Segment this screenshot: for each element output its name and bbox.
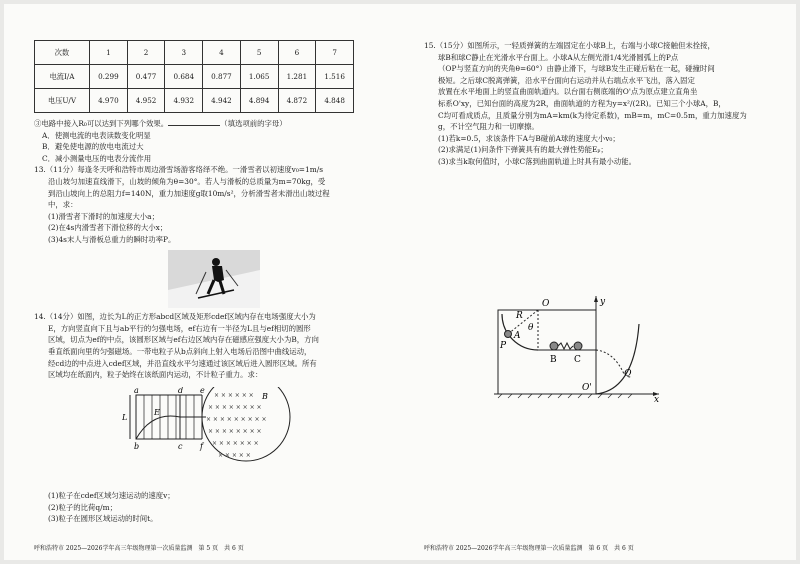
label-E: E [154, 407, 160, 417]
label-b: b [134, 441, 140, 451]
q14-line: 区域，切点为ef的中点，该圆形区域与ef右边区域内存在磁感应强度大小为B，方向 [48, 335, 319, 345]
table-cell: 1.065 [240, 65, 278, 89]
q14-sub: (1)粒子在cdef区域匀速运动的速度v； [48, 491, 175, 501]
q14-line: 经cd边的中点进入cdef区域，并沿直线水平匀速通过该区域后进入圆形区域。所有 [48, 358, 317, 368]
table-cell: 0.299 [90, 65, 128, 89]
q13-sub: (3)4s末人与滑板总重力的瞬时功率P。 [48, 234, 176, 244]
table-cell: 4.942 [203, 89, 241, 113]
left-column [34, 40, 386, 525]
label-B: B [262, 391, 268, 401]
label-x: x [654, 395, 660, 404]
measurement-table [34, 40, 354, 113]
table-cell: 5 [240, 41, 278, 65]
q14-line: 垂直纸面向里的匀强磁场。一带电粒子从b点斜向上射入电场后沿图中曲线运动， [48, 346, 312, 356]
q15-line: 标系O'xy，已知台面的高度为2R，曲面轨道的方程为y=x²/(2R)。已知三个小球A，B， [438, 98, 726, 108]
table-cell: 1.281 [278, 65, 316, 89]
q14-line: 14.（14分）如图，边长为L的正方形abcd区域及矩形cdef区域内存在电场强度大小为 [34, 312, 316, 322]
table-cell: 0.877 [203, 65, 241, 89]
svg-text:× × × × ×: × × × × × [218, 451, 251, 459]
label-B: B [550, 355, 557, 365]
q13-line: 中，求： [48, 200, 78, 210]
skier-photo [168, 250, 260, 308]
label-d: d [178, 386, 184, 395]
track-diagram [494, 294, 664, 404]
q13-sub: (1)滑雪者下滑时的加速度大小a； [48, 211, 159, 221]
label-O: O [542, 299, 550, 309]
table-cell: 0.477 [127, 65, 165, 89]
footer-right: 呼和浩特市 2025—2026学年高三年级物理第一次质量监测 第 6 页 共 6 页 [424, 545, 634, 552]
table-cell: 2 [127, 41, 165, 65]
table-cell: 4.952 [127, 89, 165, 113]
table-cell: 1.516 [316, 65, 354, 89]
q15-line: （OP与竖直方向的夹角θ=60°）由静止滑下，与球B发生正碰后粘在一起，碰撞时间 [438, 64, 715, 74]
table-cell: 4.932 [165, 89, 203, 113]
svg-text:× × × × × × ×: × × × × × × × [212, 439, 259, 447]
label-L: L [122, 412, 128, 422]
option-a: A．使测电流的电表读数变化明显 [42, 130, 151, 140]
footer-left: 呼和浩特市 2025—2026学年高三年级物理第一次质量监测 第 5 页 共 6 页 [34, 545, 244, 552]
table-header-row [35, 41, 354, 65]
svg-text:× × × × × × × ×: × × × × × × × × [208, 427, 262, 435]
q3-line [34, 117, 386, 130]
svg-text:× × × × × × × ×: × × × × × × × × [208, 403, 262, 411]
q13-line: 13.（11分）每逢冬天呼和浩特市周边滑雪场游客络绎不绝。一滑雪者以初速度v₀=1m/s [34, 165, 323, 175]
label-c: c [178, 441, 183, 451]
label-e: e [200, 386, 205, 395]
table-cell: 3 [165, 41, 203, 65]
q15-sub: (2)求满足(1)问条件下弹簧具有的最大弹性势能Eₚ； [438, 145, 608, 155]
label-P: P [500, 341, 507, 351]
label-a: a [134, 386, 139, 395]
table-row [35, 65, 354, 89]
q13-sub: (2)在4s内滑雪者下滑位移的大小x； [48, 223, 168, 233]
table-cell: 1 [90, 41, 128, 65]
table-row [35, 89, 354, 113]
option-b: B．避免使电源的放电电流过大 [42, 142, 144, 152]
q14-line: E，方向竖直向下且与ab平行的匀强电场，ef右边有一半径为L且与ef相切的圆形 [48, 323, 311, 333]
q14-line: 区域均在纸面内，粒子始终在该纸面内运动，不计粒子重力。求： [48, 370, 263, 380]
table-cell: 7 [316, 41, 354, 65]
svg-text:× × × × × × × × ×: × × × × × × × × × [206, 415, 267, 423]
table-cell: 次数 [35, 41, 90, 65]
q3-text: ③电路中接入R₀可以达到下列哪个效果。 [34, 119, 169, 128]
q15-line: 放置在水平地面上的竖直曲面轨道内。以台面右侧底端的O'点为原点建立直角坐 [438, 87, 698, 97]
right-column [424, 40, 764, 168]
table-cell: 6 [278, 41, 316, 65]
answer-blank [168, 117, 220, 126]
exam-page [4, 4, 796, 560]
label-y: y [600, 297, 606, 307]
label-R: R [516, 311, 523, 321]
q15-sub: (1)若k=0.5，求该条件下A与B碰前A球的速度大小v₀； [438, 133, 620, 143]
field-diagram [122, 387, 302, 487]
option-c: C．减小测量电压的电表分流作用 [42, 153, 152, 163]
table-cell: 4.970 [90, 89, 128, 113]
label-C: C [574, 355, 581, 365]
table-cell: 电压U/V [35, 89, 90, 113]
q15-line: g，不计空气阻力和一切摩擦。 [438, 122, 539, 132]
q14-sub: (2)粒子的比荷q/m； [48, 502, 118, 512]
table-cell: 4.894 [240, 89, 278, 113]
table-cell: 4 [203, 41, 241, 65]
q15-line: 15.（15分）如图所示，一轻质弹簧的左端固定在小球B上，右端与小球C接触但未拴接， [424, 41, 715, 50]
label-theta: θ [528, 323, 534, 333]
label-A: A [514, 331, 521, 341]
table-cell: 电流I/A [35, 65, 90, 89]
label-f: f [200, 441, 203, 451]
label-Q: Q [624, 369, 632, 379]
q14-sub: (3)粒子在圆形区域运动的时间t。 [48, 514, 158, 524]
q15-line: C均可看成质点，且质量分别为mA=km(k为待定系数)，mB=m，mC=0.5m，重力加速度为 [438, 110, 747, 120]
q13-line: 沿山坡匀加速直线滑下，山坡的倾角为θ=30°。若人与滑板的总质量为m=70kg，受 [48, 176, 326, 186]
table-cell: 4.848 [316, 89, 354, 113]
q3-hint: （填选项前的字母） [220, 119, 287, 128]
table-cell: 4.872 [278, 89, 316, 113]
q15-line: 球B和球C静止在光滑水平台面上。小球A从左侧光滑1/4光滑圆弧上的P点 [438, 52, 679, 62]
q15-sub: (3)求当k取何值时，小球C落到曲面轨道上时具有最小动能。 [438, 156, 636, 166]
label-O-prime: O' [582, 383, 592, 393]
svg-text:× × × × × ×: × × × × × × [214, 391, 254, 399]
q13-line: 到沿山坡向上的总阻力f=140N，重力加速度g取10m/s²，分析滑雪者未滑出山坡过程 [48, 188, 330, 198]
table-cell: 0.684 [165, 65, 203, 89]
q15-line: 极短。之后球C脱离弹簧，沿水平台面向右运动并从右端点水平飞出，落入固定 [438, 75, 695, 85]
